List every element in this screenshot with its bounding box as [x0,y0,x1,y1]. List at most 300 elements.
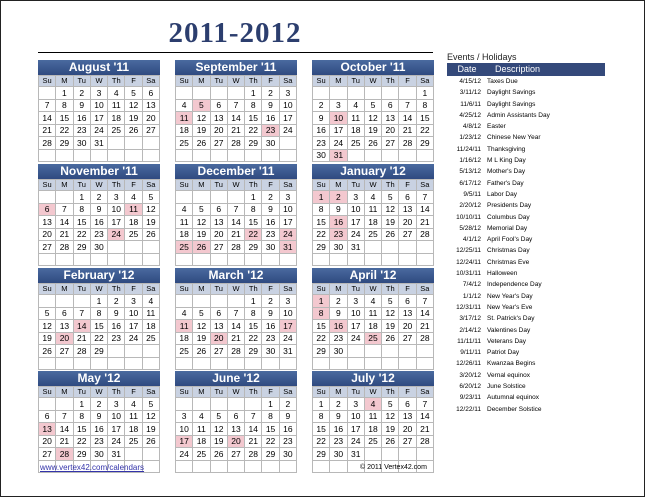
day-cell: 8 [245,307,262,320]
event-row [447,268,605,279]
event-row [447,212,605,223]
day-cell: 20 [210,228,227,241]
empty-cell [193,357,210,370]
month-title: April '12 [312,268,434,283]
day-cell: 20 [227,435,244,448]
day-cell: 14 [39,112,56,125]
day-cell: 16 [90,216,107,229]
empty-cell [416,345,433,358]
day-cell: 3 [279,295,296,308]
day-cell: 11 [364,203,381,216]
day-cell: 5 [193,99,210,112]
day-cell: 7 [227,203,244,216]
day-cell: 31 [347,241,364,254]
day-cell: 22 [313,228,330,241]
day-cell: 14 [227,320,244,333]
event-description: Columbus Day [487,213,530,221]
day-cell: 16 [262,216,279,229]
day-cell: 29 [313,241,330,254]
event-description: Labor Day [487,190,517,198]
day-cell: 24 [347,228,364,241]
event-description: Presidents Day [487,202,532,210]
day-cell: 18 [125,423,142,436]
empty-cell [210,398,227,411]
event-date: 12/22/11 [456,405,481,413]
empty-cell [90,357,107,370]
day-cell: 7 [399,99,416,112]
day-cell: 23 [90,228,107,241]
event-description: June Solstice [487,383,526,391]
day-cell: 25 [176,137,193,150]
empty-cell [364,345,381,358]
weekday-label: M [330,284,347,295]
day-cell: 30 [330,448,347,461]
event-date: 4/8/12 [462,123,481,131]
month-title: August '11 [38,60,160,75]
empty-cell [416,253,433,266]
empty-cell [56,398,73,411]
weekday-label: Su [39,76,56,87]
day-cell: 7 [245,410,262,423]
day-cell: 9 [108,307,125,320]
weekday-label: Tu [347,387,364,398]
day-cell: 26 [382,332,399,345]
empty-cell [73,357,90,370]
day-cell: 13 [210,320,227,333]
events-header [447,63,605,76]
empty-cell [347,357,364,370]
day-cell: 6 [210,203,227,216]
weekday-label: Su [313,180,330,191]
event-date: 9/23/11 [459,394,481,402]
event-description: Halloween [487,270,518,278]
empty-cell [330,357,347,370]
empty-cell [347,253,364,266]
day-cell: 15 [73,423,90,436]
day-cell: 10 [330,112,347,125]
day-cell: 15 [245,112,262,125]
weekday-label: Tu [73,76,90,87]
empty-cell [176,149,193,162]
events-desc-header: Description [495,64,541,74]
month-calendar [175,60,297,162]
day-cell: 15 [90,320,107,333]
weekday-label: W [227,387,244,398]
month-calendar [175,371,297,473]
event-row [447,178,605,189]
day-cell: 19 [382,423,399,436]
empty-cell [73,149,90,162]
event-row [447,132,605,143]
event-description: St. Patrick's Day [487,315,535,323]
day-cell: 28 [399,137,416,150]
empty-cell [108,137,125,150]
empty-cell [39,87,56,100]
event-row [447,370,605,381]
weekday-label: F [262,76,279,87]
empty-cell [142,357,159,370]
event-date: 12/26/11 [456,360,481,368]
day-cell: 23 [90,435,107,448]
day-cell: 23 [262,228,279,241]
event-date: 11/6/11 [460,100,481,108]
day-cell: 27 [210,137,227,150]
day-cell: 13 [227,423,244,436]
empty-cell [245,357,262,370]
weekday-label: Sa [279,180,296,191]
empty-cell [313,253,330,266]
empty-cell [399,253,416,266]
day-cell: 30 [262,137,279,150]
empty-cell [416,357,433,370]
day-cell: 14 [227,216,244,229]
day-cell: 15 [73,216,90,229]
empty-cell [142,345,159,358]
empty-cell [245,253,262,266]
event-row [447,279,605,290]
day-cell: 3 [125,295,142,308]
day-cell: 6 [382,99,399,112]
day-cell: 19 [193,228,210,241]
day-cell: 29 [245,137,262,150]
empty-cell [313,357,330,370]
day-cell: 22 [262,435,279,448]
empty-cell [193,295,210,308]
day-cell: 25 [142,332,159,345]
empty-cell [364,357,381,370]
day-cell: 24 [279,124,296,137]
day-cell: 31 [279,241,296,254]
weekday-label: Su [39,180,56,191]
weekday-label: Th [245,387,262,398]
empty-cell [210,87,227,100]
day-cell: 4 [176,307,193,320]
weekday-label: M [330,76,347,87]
day-cell: 5 [193,203,210,216]
day-cell: 15 [313,423,330,436]
day-cell: 4 [125,191,142,204]
day-cell: 28 [227,345,244,358]
event-description: New Year's Eve [487,303,533,311]
day-cell: 21 [39,124,56,137]
day-cell: 21 [399,124,416,137]
empty-cell [193,460,210,473]
event-row [447,313,605,324]
event-description: Vernal equinox [487,371,531,379]
empty-cell [125,241,142,254]
empty-cell [330,253,347,266]
day-cell: 7 [416,295,433,308]
weekday-label: Tu [210,387,227,398]
day-cell: 26 [39,345,56,358]
day-cell: 18 [176,332,193,345]
event-row [447,234,605,245]
empty-cell [382,345,399,358]
empty-cell [176,191,193,204]
empty-cell [227,253,244,266]
day-cell: 29 [56,137,73,150]
day-cell: 22 [245,228,262,241]
day-cell: 10 [347,307,364,320]
day-cell: 11 [347,112,364,125]
event-date: 10/31/11 [456,270,481,278]
day-cell: 25 [193,448,210,461]
day-cell: 18 [142,320,159,333]
day-cell: 6 [227,410,244,423]
day-cell: 22 [313,332,330,345]
event-row [447,291,605,302]
weekday-label: Th [245,284,262,295]
day-cell: 21 [416,423,433,436]
weekday-label: Sa [142,387,159,398]
weekday-label: M [193,387,210,398]
empty-cell [210,295,227,308]
day-cell: 9 [330,203,347,216]
month-calendar [312,268,434,370]
empty-cell [330,87,347,100]
empty-cell [416,149,433,162]
event-description: Admin Assistants Day [487,111,550,119]
event-row [447,76,605,87]
event-description: M L King Day [487,157,526,165]
day-cell: 12 [210,423,227,436]
day-cell: 6 [56,307,73,320]
weekday-label: Tu [210,180,227,191]
day-cell: 3 [176,410,193,423]
day-cell: 19 [125,112,142,125]
day-cell: 24 [108,435,125,448]
day-cell: 12 [364,112,381,125]
weekday-label: Sa [142,284,159,295]
day-cell: 5 [364,99,381,112]
day-cell: 1 [245,191,262,204]
event-description: Daylight Savings [487,89,536,97]
day-cell: 27 [210,345,227,358]
day-cell: 22 [245,332,262,345]
day-cell: 11 [125,410,142,423]
day-cell: 13 [56,320,73,333]
day-cell: 10 [347,410,364,423]
day-cell: 14 [416,307,433,320]
day-cell: 17 [330,124,347,137]
day-cell: 8 [73,203,90,216]
day-cell: 10 [279,203,296,216]
month-title: March '12 [175,268,297,283]
day-cell: 17 [90,112,107,125]
day-cell: 22 [245,124,262,137]
weekday-label: W [227,284,244,295]
empty-cell [39,253,56,266]
day-cell: 14 [416,410,433,423]
day-cell: 26 [382,435,399,448]
day-cell: 13 [39,216,56,229]
day-cell: 19 [142,216,159,229]
events-list [447,76,605,415]
weekday-label: M [193,76,210,87]
event-date: 4/1/12 [462,236,481,244]
day-cell: 18 [125,216,142,229]
day-cell: 24 [90,124,107,137]
weekday-label: Su [313,284,330,295]
day-cell: 29 [73,241,90,254]
weekday-label: M [56,387,73,398]
weekday-label: W [90,284,107,295]
empty-cell [279,357,296,370]
day-cell: 26 [382,228,399,241]
weekday-label: Th [382,76,399,87]
empty-cell [90,149,107,162]
day-cell: 28 [416,435,433,448]
day-cell: 28 [416,228,433,241]
weekday-label: Th [108,387,125,398]
day-cell: 13 [399,203,416,216]
day-cell: 21 [416,320,433,333]
weekday-label: M [56,76,73,87]
event-row [447,99,605,110]
day-cell: 8 [416,99,433,112]
day-cell: 3 [90,87,107,100]
day-cell: 2 [313,99,330,112]
day-cell: 23 [313,137,330,150]
day-cell: 12 [193,112,210,125]
day-cell: 3 [347,191,364,204]
empty-cell [39,149,56,162]
day-cell: 26 [142,435,159,448]
empty-cell [125,253,142,266]
empty-cell [39,295,56,308]
empty-cell [227,357,244,370]
day-cell: 10 [90,99,107,112]
day-cell: 4 [176,99,193,112]
event-date: 2/14/12 [459,326,481,334]
day-cell: 7 [416,398,433,411]
weekday-label: M [193,284,210,295]
day-cell: 23 [73,124,90,137]
day-cell: 27 [39,448,56,461]
empty-cell [227,149,244,162]
empty-cell [279,149,296,162]
day-cell: 28 [227,241,244,254]
day-cell: 19 [382,320,399,333]
day-cell: 15 [313,216,330,229]
event-row [447,166,605,177]
empty-cell [193,398,210,411]
day-cell: 13 [399,410,416,423]
day-cell: 16 [330,216,347,229]
month-calendar [312,371,434,473]
day-cell: 18 [108,112,125,125]
day-cell: 8 [313,410,330,423]
day-cell: 17 [279,320,296,333]
day-cell: 15 [245,320,262,333]
event-date: 12/24/11 [456,258,481,266]
day-cell: 5 [39,307,56,320]
day-cell: 6 [399,295,416,308]
event-date: 12/31/11 [456,303,481,311]
empty-cell [347,345,364,358]
weekday-label: Su [39,387,56,398]
day-cell: 11 [364,307,381,320]
day-cell: 13 [142,99,159,112]
day-cell: 2 [262,191,279,204]
empty-cell [125,149,142,162]
day-cell: 11 [125,203,142,216]
day-cell: 14 [416,203,433,216]
weekday-label: W [364,76,381,87]
day-cell: 2 [262,87,279,100]
day-cell: 27 [382,137,399,150]
month-calendar [38,268,160,370]
weekday-label: Tu [73,387,90,398]
day-cell: 21 [56,435,73,448]
day-cell: 17 [125,320,142,333]
event-description: Valentines Day [487,326,531,334]
day-cell: 31 [108,448,125,461]
event-description: December Solstice [487,405,542,413]
weekday-label: F [262,180,279,191]
day-cell: 6 [39,410,56,423]
day-cell: 25 [125,228,142,241]
empty-cell [39,398,56,411]
day-cell: 4 [364,295,381,308]
day-cell: 9 [73,99,90,112]
event-description: Patriot Day [487,349,520,357]
weekday-label: F [262,387,279,398]
day-cell: 26 [193,137,210,150]
vertex42-link[interactable]: www.vertex42.com/calendars [40,463,145,472]
event-row [447,404,605,415]
day-cell: 31 [330,149,347,162]
event-description: Daylight Savings [487,100,536,108]
weekday-label: Sa [416,387,433,398]
event-description: Christmas Day [487,247,530,255]
empty-cell [279,137,296,150]
month-calendar [38,371,160,473]
weekday-label: Tu [210,284,227,295]
day-cell: 14 [56,423,73,436]
event-date: 1/1/12 [462,292,481,300]
empty-cell [382,241,399,254]
day-cell: 19 [364,124,381,137]
day-cell: 17 [279,216,296,229]
day-cell: 10 [108,203,125,216]
empty-cell [56,191,73,204]
weekday-label: F [262,284,279,295]
day-cell: 7 [227,307,244,320]
weekday-label: Su [176,76,193,87]
empty-cell [364,253,381,266]
event-date: 3/17/12 [459,315,481,323]
day-cell: 1 [313,191,330,204]
day-cell: 15 [416,112,433,125]
event-date: 10/10/11 [456,213,481,221]
day-cell: 18 [176,124,193,137]
weekday-label: F [399,180,416,191]
month-title: September '11 [175,60,297,75]
day-cell: 24 [108,228,125,241]
day-cell: 3 [330,99,347,112]
day-cell: 19 [193,124,210,137]
day-cell: 21 [245,435,262,448]
day-cell: 23 [330,332,347,345]
day-cell: 13 [39,423,56,436]
day-cell: 14 [73,320,90,333]
day-cell: 23 [279,435,296,448]
event-description: Father's Day [487,179,524,187]
day-cell: 7 [56,410,73,423]
day-cell: 27 [56,345,73,358]
weekday-label: Su [313,387,330,398]
